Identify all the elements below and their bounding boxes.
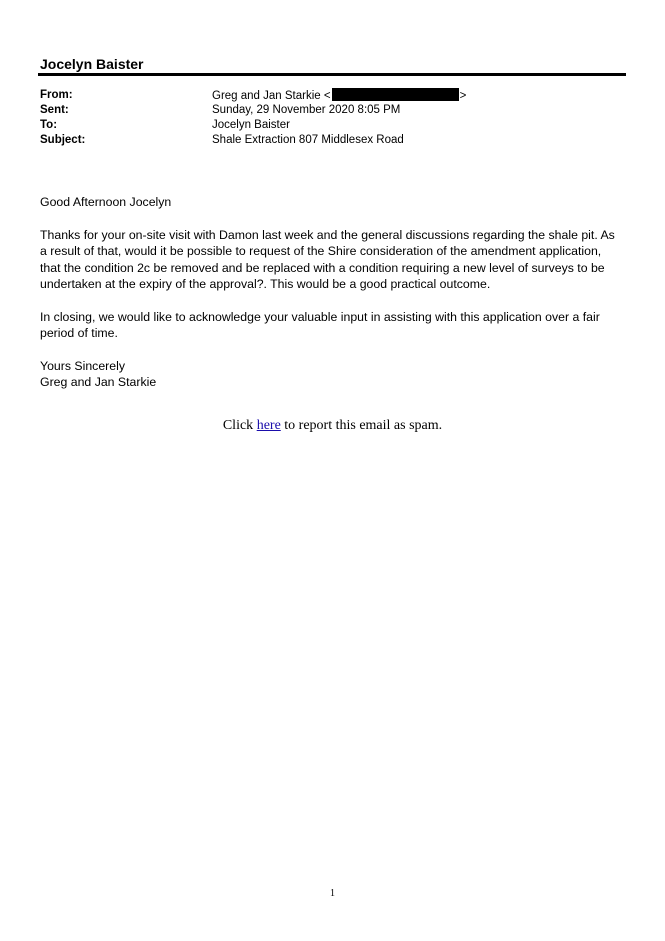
sent-row	[40, 103, 640, 118]
greeting-text: Good Afternoon Jocelyn	[40, 195, 172, 209]
sent-value: Sunday, 29 November 2020 8:05 PM	[212, 104, 401, 116]
from-sender-name: Greg and Jan Starkie <	[212, 90, 331, 102]
signoff-line-2: Greg and Jan Starkie	[40, 375, 157, 390]
subject-value: Shale Extraction 807 Middlesex Road	[212, 134, 404, 146]
email-paragraph-1	[40, 227, 620, 292]
paragraph-2-text: In closing, we would like to acknowledge your valuable input in assisting with this application over a fair period of time.	[40, 310, 600, 341]
email-greeting	[40, 194, 620, 210]
sent-label: Sent:	[40, 104, 69, 116]
spam-prefix: Click	[222, 418, 257, 433]
from-label: From:	[40, 89, 73, 101]
to-row	[40, 118, 640, 133]
email-paragraph-2	[40, 309, 620, 342]
mailbox-owner-name: Jocelyn Baister	[40, 56, 144, 72]
signoff-line-1: Yours Sincerely	[40, 359, 125, 373]
header-divider	[38, 73, 626, 76]
to-label: To:	[40, 119, 58, 131]
spam-suffix: to report this email as spam.	[280, 418, 443, 433]
page-number: 1	[330, 888, 335, 899]
subject-row	[40, 133, 640, 148]
spam-report-notice	[0, 418, 665, 434]
from-closing-bracket: >	[459, 90, 467, 102]
report-spam-link[interactable]: here	[256, 418, 281, 433]
redacted-email-address	[332, 88, 459, 101]
from-row	[40, 88, 640, 103]
to-value: Jocelyn Baister	[212, 119, 290, 131]
subject-label: Subject:	[40, 134, 86, 146]
from-value	[212, 88, 466, 104]
paragraph-1-text: Thanks for your on-site visit with Damon last week and the general discussions regarding the shale pit. As a result of that, would it be possible to request of the Shire consideration of the amendment application, that the condition 2c be removed and be replaced with a condition requiring a new level of surveys to be undertaken at the expiry of the approval?. This would be a good practical outcome.	[40, 228, 615, 291]
email-signoff	[40, 358, 620, 391]
